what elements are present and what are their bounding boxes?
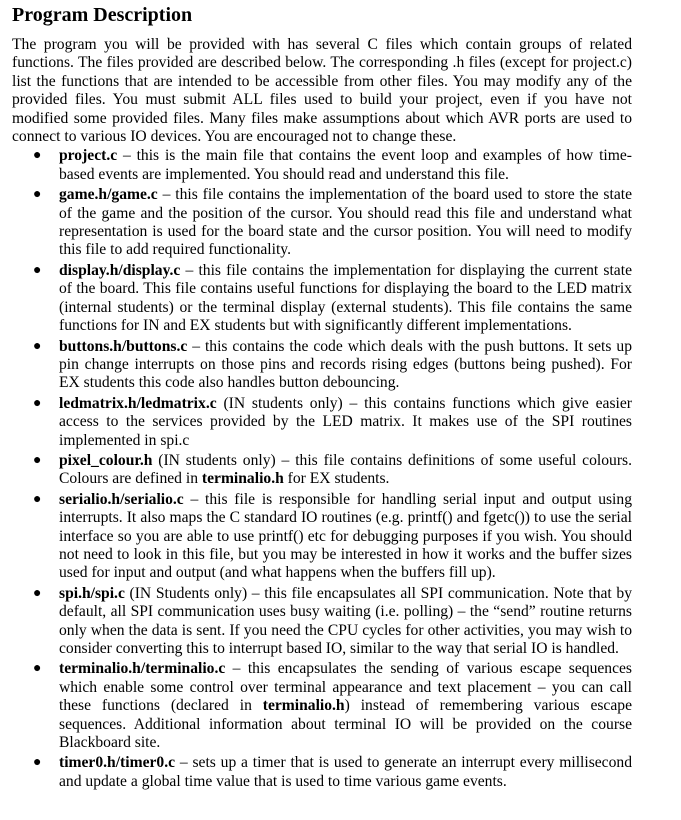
file-name: terminalio.h/terminalio.c <box>59 660 226 678</box>
list-item-spi <box>33 584 632 659</box>
bullet-icon: ● <box>33 491 42 507</box>
file-description: – this contains the code which deals with the push buttons. It sets up pin change interrupts on those pins and records rising edges (buttons being pushed). For EX students this code also handles button debouncing. <box>59 337 632 392</box>
list-item-serialio <box>33 490 632 583</box>
list-item-terminalio <box>33 660 632 752</box>
file-description-end: for EX students. <box>283 470 390 488</box>
file-reference: terminalio.h <box>201 470 284 488</box>
file-description: (IN Students only) – this file encapsulates all SPI communication. Note that by default, all SPI communication uses busy waiting (i.e. polling) – the “send” routine returns only when the data is sent. If you need the CPU cycles for other activities, you may wish to consider converting this to interrupt based IO, similar to the way that serial IO is handled. <box>59 584 632 657</box>
list-item-project-c <box>33 147 632 184</box>
intro-paragraph: The program you will be provided with has several C files which contain groups of related functions. The files provided are described below. The corresponding .h files (except for project.c) list the functions that are intended to be accessible from other files. You may modify any of the provided files. You must submit ALL files used to build your project, even if you have not modified some provided files. Many files make assumptions about which AVR ports are used to connect to various IO devices. You are encouraged not to change these. <box>12 36 632 146</box>
list-item-game <box>33 186 632 260</box>
list-item-timer0 <box>33 754 632 791</box>
bullet-icon: ● <box>33 338 42 354</box>
bullet-icon: ● <box>33 755 42 771</box>
file-description: (IN students only) – this file contains definitions of some useful colours. Colours are defined in <box>59 451 632 488</box>
list-item-pixel-colour <box>33 451 632 489</box>
file-description: – sets up a timer that is used to generate an interrupt every millisecond and update a global time value that is used to time various game events. <box>59 754 632 790</box>
list-item-buttons <box>33 337 632 393</box>
file-name: spi.h/spi.c <box>59 584 125 602</box>
file-name: ledmatrix.h/ledmatrix.c <box>59 394 217 412</box>
file-description: – this is the main file that contains the event loop and examples of how time-based events are implemented. You should read and understand this file. <box>59 147 632 183</box>
list-item-display <box>33 261 632 336</box>
file-list <box>12 147 632 791</box>
section-heading: Program Description <box>12 4 193 26</box>
file-description: (IN students only) – this contains functions which give easier access to the services provided by the LED matrix. It makes use of the SPI routines implemented in spi.c <box>59 394 632 449</box>
file-name: buttons.h/buttons.c <box>59 337 188 355</box>
file-name: pixel_colour.h <box>59 451 153 469</box>
file-description: – this file contains the implementation of the board used to store the state of the game and the position of the cursor. You should read this file and understand what representation is used for the board state and the cursor position. You will need to modify this file to add required functionality. <box>59 186 632 259</box>
bullet-icon: ● <box>33 148 42 164</box>
bullet-icon: ● <box>33 661 42 677</box>
file-name: project.c <box>59 147 118 165</box>
file-description: – this encapsulates the sending of various escape sequences which enable some control over terminal appearance and text placement – you can call these functions (declared in <box>59 660 632 715</box>
file-name: serialio.h/serialio.c <box>59 490 184 508</box>
list-item-ledmatrix <box>33 394 632 450</box>
file-name: timer0.h/timer0.c <box>59 754 176 772</box>
file-description-end: ) instead of remembering various escape sequences. Additional information about terminal IO will be provided on the course Blackboard site. <box>59 697 632 752</box>
bullet-icon: ● <box>33 395 42 411</box>
bullet-icon: ● <box>33 262 42 278</box>
file-name: display.h/display.c <box>59 261 181 279</box>
bullet-icon: ● <box>33 585 42 601</box>
file-description: – this file is responsible for handling serial input and output using interrupts. It also maps the C standard IO routines (e.g. printf() and fgetc()) to use the serial interface so you are able to use printf() etc for debugging purposes if you wish. You should not need to look in this file, but you may be interested in how it works and the buffer sizes used for input and output (and what happens when the buffers fill up). <box>59 490 632 582</box>
file-name: game.h/game.c <box>59 186 158 204</box>
file-reference: terminalio.h <box>262 697 345 715</box>
bullet-icon: ● <box>33 452 42 468</box>
bullet-icon: ● <box>33 187 42 203</box>
file-description: – this file contains the implementation for displaying the current state of the board. This file contains useful functions for displaying the board to the LED matrix (internal students) or the terminal display (external students). This file contains the same functions for IN and EX students but with significantly different implementations. <box>59 261 632 335</box>
